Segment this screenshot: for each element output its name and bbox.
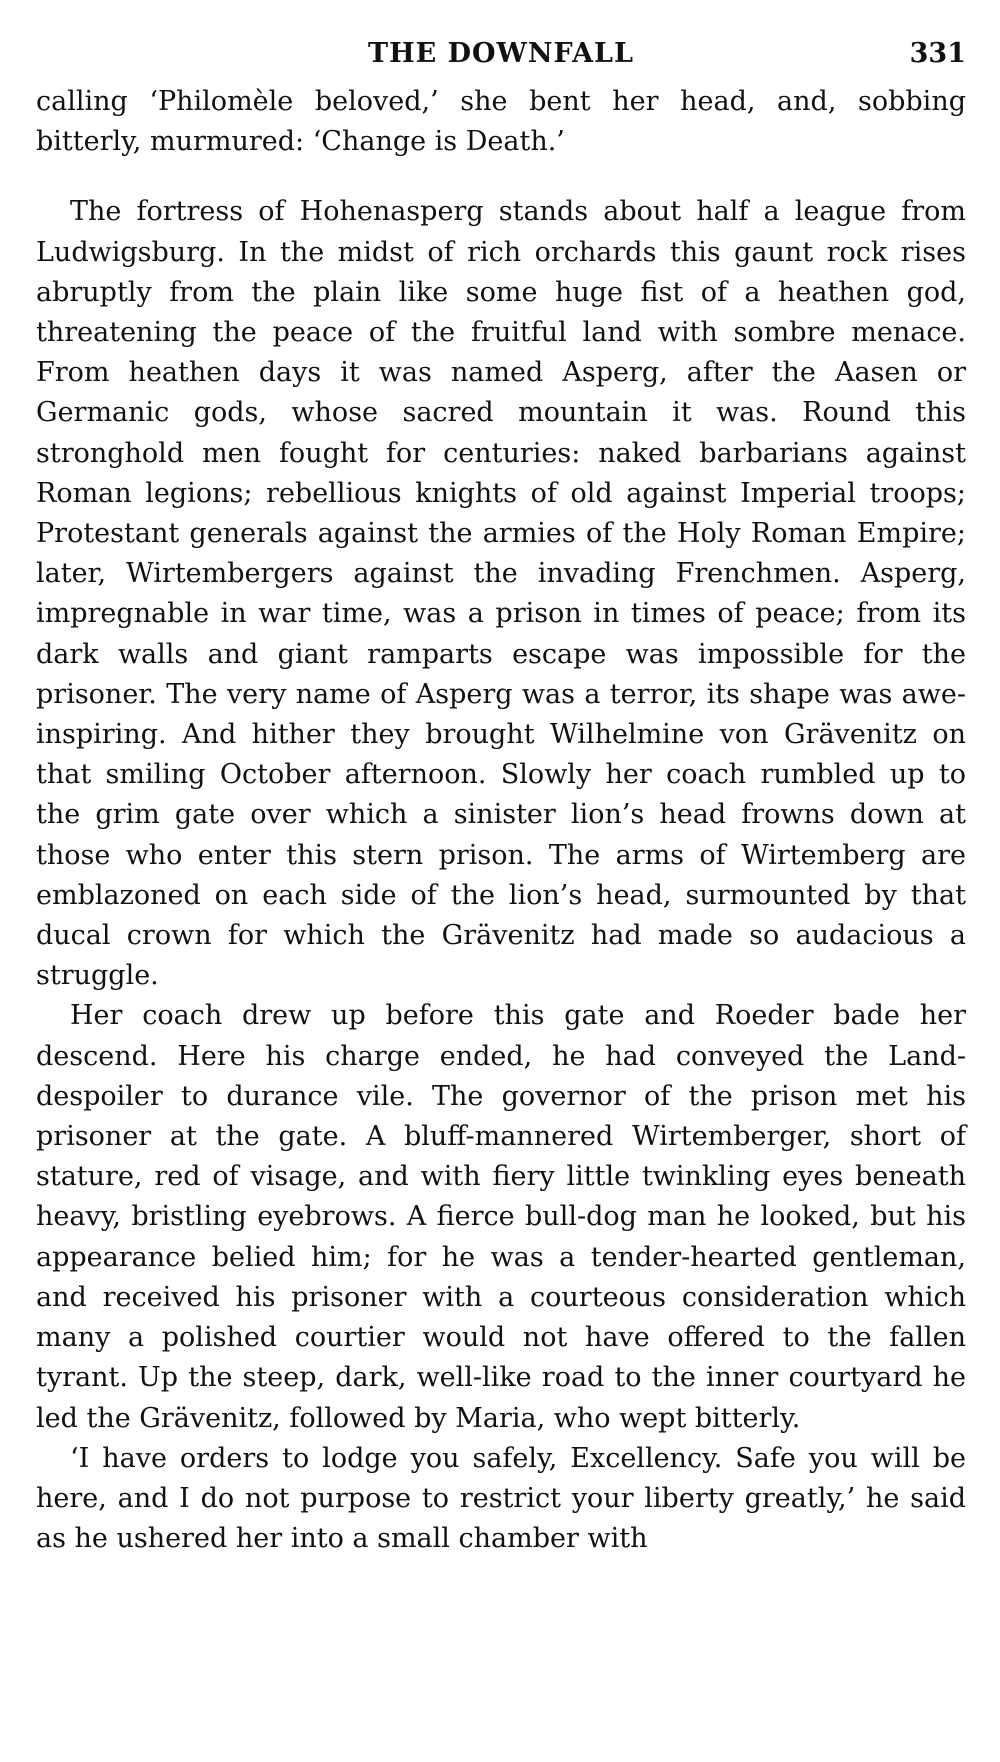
paragraph-arrival: Her coach drew up before this gate and Roeder bade her descend. Here his charge ended, he had conveyed the Land-despoiler to durance vile. The governor of the prison met his prisoner at the gate. A bluff-mannered Wirtemberger, short of stature, red of visage, and with fiery little twinkling eyes beneath heavy, bristling eyebrows. A fierce bull-dog man he looked, but his appearance belied him; for he was a tender-hearted gentleman, and received his prisoner with a courteous consideration which many a polished courtier would not have offered to the fallen tyrant. Up the steep, dark, well-like road to the inner courtyard he led the Grävenitz, followed by Maria, who wept bitterly. [36, 1000, 966, 1434]
running-title: THE DOWNFALL [367, 38, 635, 69]
paragraph-fortress: The fortress of Hohenasperg stands about half a league from Ludwigsburg. In the midst of rich orchards this gaunt rock rises abruptly from the plain like some huge fist of a heathen god, threatening the peace of the fruitful land with sombre menace. From heathen days it was named Asperg, after the Aasen or Germanic gods, whose sacred mountain it was. Round this stronghold men fought for centuries: naked barbarians against Roman legions; rebellious knights of old against Imperial troops; Protestant generals against the armies of the Holy Roman Empire; later, Wirtembergers against the invading Frenchmen. Asperg, impregnable in war time, was a prison in times of peace; from its dark walls and giant ramparts escape was impossible for the prisoner. The very name of Asperg was a terror, its shape was awe-inspiring. And hither they brought Wilhelmine von Grävenitz on that smiling October afternoon. Slowly her coach rumbled up to the grim gate over which a sinister lion’s head frowns down at those who enter this stern prison. The arms of Wirtemberg are emblazoned on each side of the lion’s head, surmounted by that ducal crown for which the Grävenitz had made so audacious a struggle. [36, 196, 966, 992]
page-header [36, 30, 966, 82]
paragraph-governor-speech: ‘I have orders to lodge you safely, Excellency. Safe you will be here, and I do not purpose to restrict your liberty greatly,’ he said as he ushered her into a small chamber with [36, 1442, 966, 1555]
body-text [36, 82, 966, 1559]
paragraph-continuation: calling ‘Philomèle beloved,’ she bent her head, and, sobbing bitterly, murmured: ‘Change is Death.’ [36, 86, 966, 158]
book-page [36, 30, 966, 1559]
page-number: 331 [909, 38, 966, 69]
